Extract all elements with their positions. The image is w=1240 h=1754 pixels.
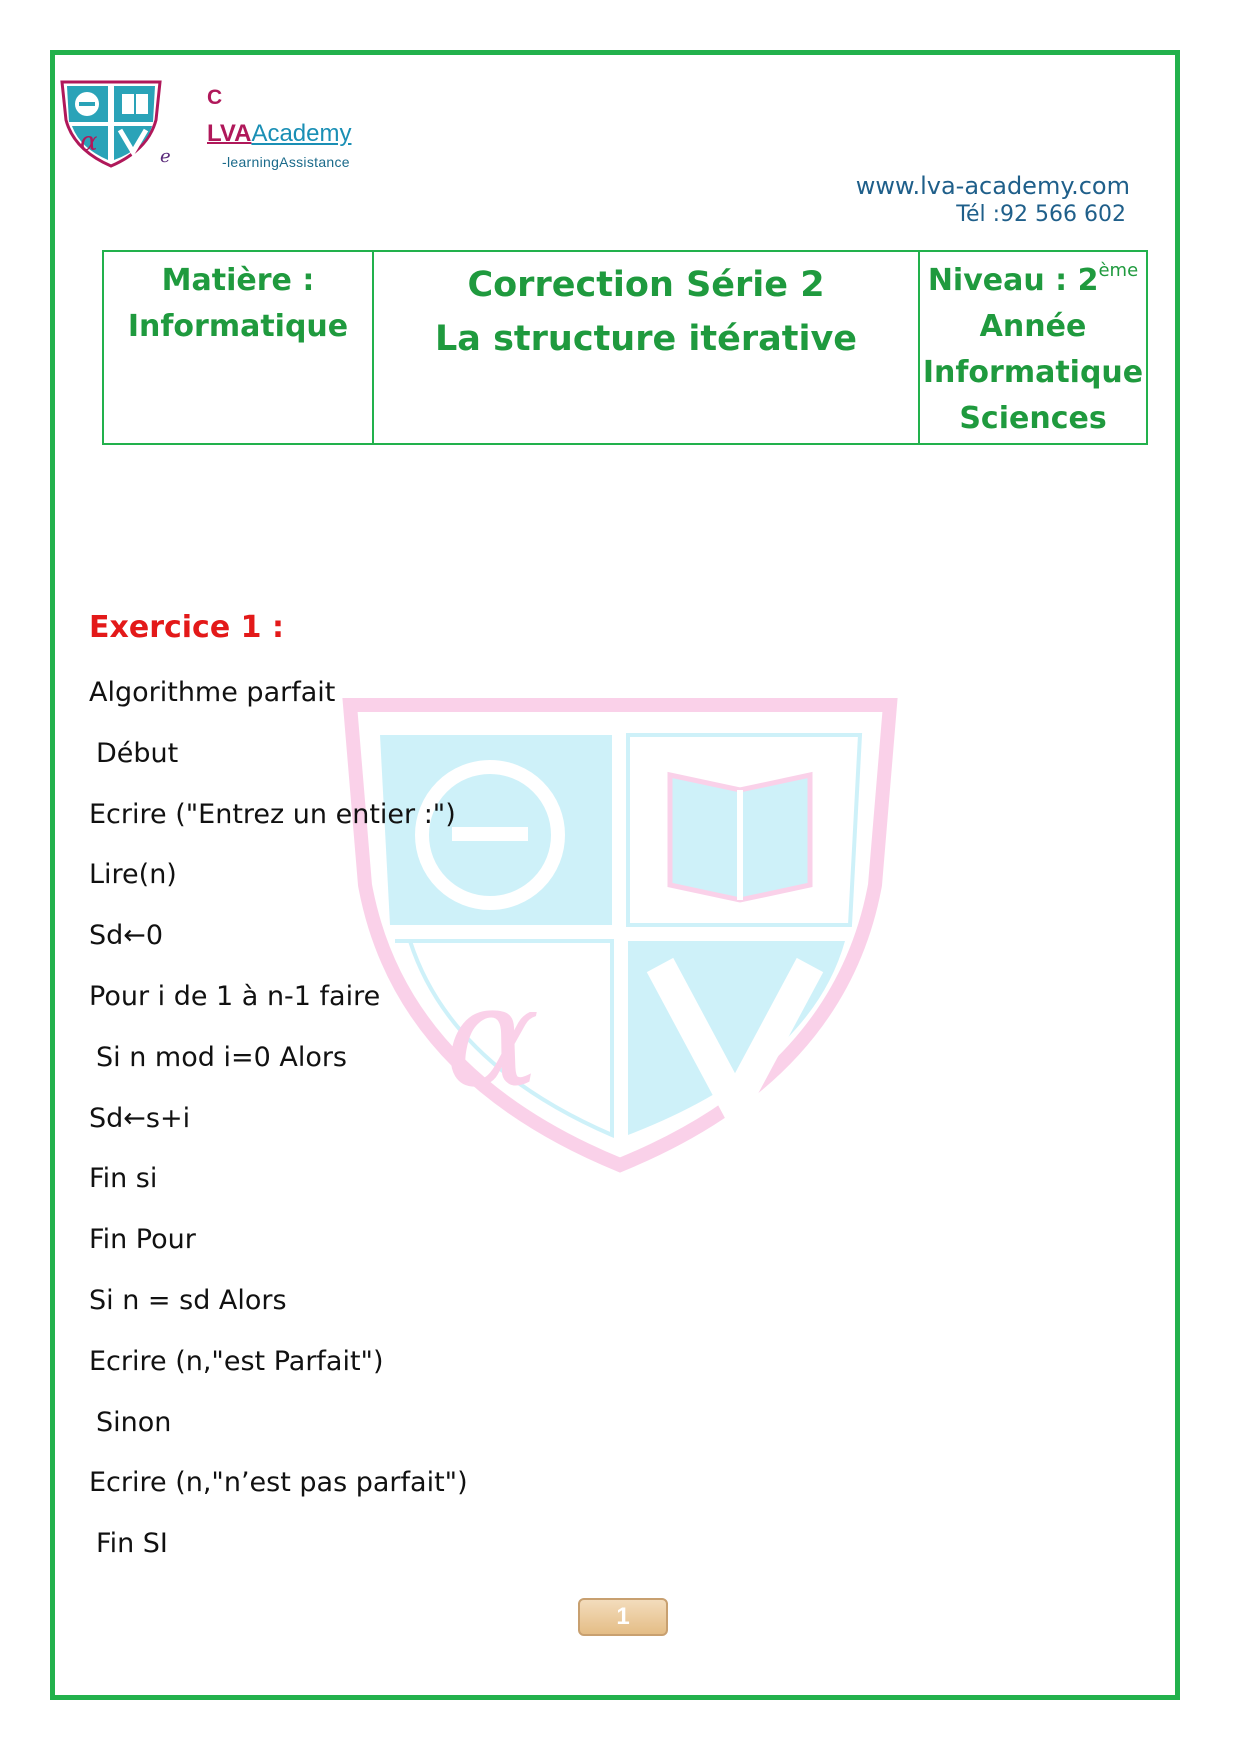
exercise-title: Exercice 1 : [89, 610, 284, 645]
algorithm-line: Si n = sd Alors [89, 1284, 287, 1316]
niveau-cell [919, 251, 1147, 444]
algorithm-line: Ecrire ("Entrez un entier :") [89, 798, 456, 830]
niveau-annee: Année [979, 309, 1087, 344]
niveau-label-text: Niveau : 2 [927, 263, 1099, 298]
svg-text:α: α [445, 956, 540, 1119]
lva-academy-logo [58, 78, 164, 170]
page-number-badge: 1 [578, 1598, 668, 1636]
logo-c-mark: C [207, 86, 223, 109]
algorithm-line: Lire(n) [89, 859, 177, 891]
niveau-label [921, 258, 1145, 304]
matiere-cell [103, 251, 373, 444]
logo-e-mark: e [160, 146, 171, 167]
algorithm-block [89, 671, 468, 1583]
info-table [102, 250, 1148, 445]
algorithm-line: Sd←0 [89, 920, 164, 952]
niveau-superscript: ème [1098, 260, 1139, 281]
algorithm-line: Pour i de 1 à n-1 faire [89, 980, 381, 1012]
title-cell [373, 251, 919, 444]
brand-lva: LVA [207, 120, 252, 147]
phone-text: Tél :92 566 602 [956, 202, 1126, 227]
svg-text:α: α [80, 127, 98, 157]
matiere-value: Informatique [127, 309, 349, 344]
algorithm-line: Algorithme parfait [89, 677, 336, 708]
algorithm-line: Si n mod i=0 Alors [96, 1041, 348, 1073]
contact-block [856, 172, 1130, 227]
document-subtitle: La structure itérative [434, 319, 858, 359]
niveau-sciences: Sciences [959, 401, 1107, 436]
brand-academy: Academy [251, 120, 352, 147]
algorithm-line: Début [96, 737, 179, 769]
algorithm-line: Sd←s+i [89, 1102, 191, 1134]
algorithm-line: Fin si [89, 1163, 158, 1195]
website-text: www.lva-academy.com [855, 172, 1130, 200]
niveau-informatique: Informatique [922, 355, 1144, 390]
algorithm-line: Ecrire (n,"est Parfait") [89, 1345, 384, 1377]
algorithm-line: Fin Pour [89, 1224, 196, 1256]
document-title: Correction Série 2 [467, 265, 825, 305]
brand-name [207, 120, 351, 148]
algorithm-line: Fin SI [96, 1528, 168, 1560]
algorithm-line: Ecrire (n,"n’est pas parfait") [89, 1467, 468, 1499]
matiere-label: Matière : [161, 263, 315, 298]
algorithm-line: Sinon [96, 1406, 172, 1438]
brand-tagline: -learningAssistance [222, 154, 350, 170]
